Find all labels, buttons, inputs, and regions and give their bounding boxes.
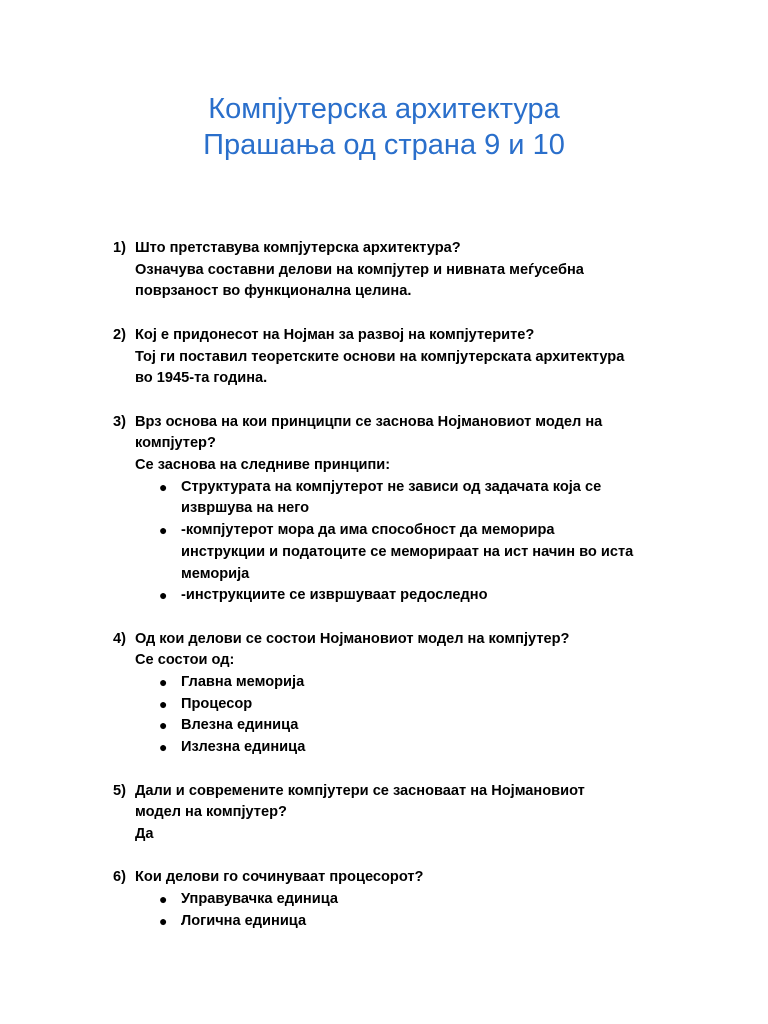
- bullet-dot-icon: ●: [159, 587, 168, 604]
- question-item: [113, 781, 673, 846]
- document-title: [0, 91, 768, 163]
- bullet-item: [135, 585, 673, 607]
- question-text: Кои делови го сочинуваат процесорот?: [135, 869, 424, 886]
- bullet-dot-icon: ●: [159, 891, 168, 908]
- bullet-text: -инструкциите се извршуваат редоследно: [181, 587, 488, 604]
- answer-text: Тој ги поставил теоретските основи на компјутерската архитектура: [135, 348, 625, 365]
- question-item: [113, 867, 673, 932]
- question-number: 5): [113, 782, 126, 799]
- question-number: 4): [113, 630, 126, 647]
- bullet-text: Управувачка единица: [181, 891, 338, 908]
- bullet-text: Структурата на компјутерот не зависи од задачата која се: [181, 478, 602, 495]
- bullet-dot-icon: ●: [159, 695, 168, 712]
- bullet-item: [135, 715, 673, 737]
- bullet-list: [135, 672, 673, 759]
- question-number: 1): [113, 240, 126, 256]
- answer-text: поврзаност во функционална целина.: [135, 283, 412, 300]
- title-line-2: Прашања од страна 9 и 10: [203, 129, 565, 161]
- answer-text: Се заснова на следниве принципи:: [135, 457, 391, 473]
- bullet-text: -компјутерот мора да има способност да меморира: [181, 522, 555, 539]
- bullet-text: извршува на него: [181, 500, 310, 517]
- bullet-dot-icon: ●: [159, 739, 168, 756]
- answer-text: Се состои од:: [135, 652, 235, 669]
- bullet-text: Влезна единица: [181, 717, 299, 734]
- bullet-dot-icon: ●: [159, 674, 168, 691]
- bullet-text: инструкции и податоците се меморираат на ист начин во иста: [181, 543, 634, 560]
- question-item: [113, 238, 673, 303]
- bullet-text: Логична единица: [181, 912, 307, 929]
- question-text: Што претставува компјутерска архитектура?: [135, 240, 461, 256]
- question-text: Врз основа на кои принцицпи се заснова Нојмановиот модел на: [135, 413, 603, 430]
- answer-text: Да: [135, 825, 154, 842]
- question-list: [113, 238, 673, 954]
- bullet-item: [135, 672, 673, 694]
- bullet-item: [135, 694, 673, 716]
- question-number: 6): [113, 869, 126, 886]
- bullet-item: [135, 737, 673, 759]
- bullet-item: [135, 477, 673, 520]
- bullet-text: Излезна единица: [181, 739, 306, 756]
- question-item: [113, 629, 673, 759]
- bullet-list: [135, 477, 673, 607]
- question-text: Дали и современите компјутери се засноваат на Нојмановиот: [135, 782, 585, 799]
- bullet-list: [135, 889, 673, 932]
- bullet-item: [135, 911, 673, 933]
- question-number: 3): [113, 413, 126, 430]
- question-text: компјутер?: [135, 435, 216, 452]
- bullet-text: меморија: [181, 565, 250, 582]
- bullet-text: Главна меморија: [181, 674, 305, 691]
- bullet-dot-icon: ●: [159, 522, 168, 539]
- bullet-dot-icon: ●: [159, 478, 168, 495]
- question-text: модел на компјутер?: [135, 804, 287, 821]
- bullet-dot-icon: ●: [159, 912, 168, 929]
- bullet-dot-icon: ●: [159, 717, 168, 734]
- question-number: 2): [113, 326, 126, 343]
- question-text: Од кои делови се состои Нојмановиот модел на компјутер?: [135, 630, 570, 647]
- bullet-item: [135, 889, 673, 911]
- title-line-1: Компјутерска архитектура: [208, 93, 560, 125]
- question-item: [113, 325, 673, 390]
- bullet-item: [135, 520, 673, 585]
- answer-text: Означува составни делови на компјутер и нивната меѓусебна: [135, 261, 584, 278]
- answer-text: во 1945-та година.: [135, 370, 268, 387]
- question-text: Кој е придонесот на Нојман за развој на компјутерите?: [135, 326, 535, 343]
- question-item: [113, 412, 673, 607]
- bullet-text: Процесор: [181, 695, 253, 712]
